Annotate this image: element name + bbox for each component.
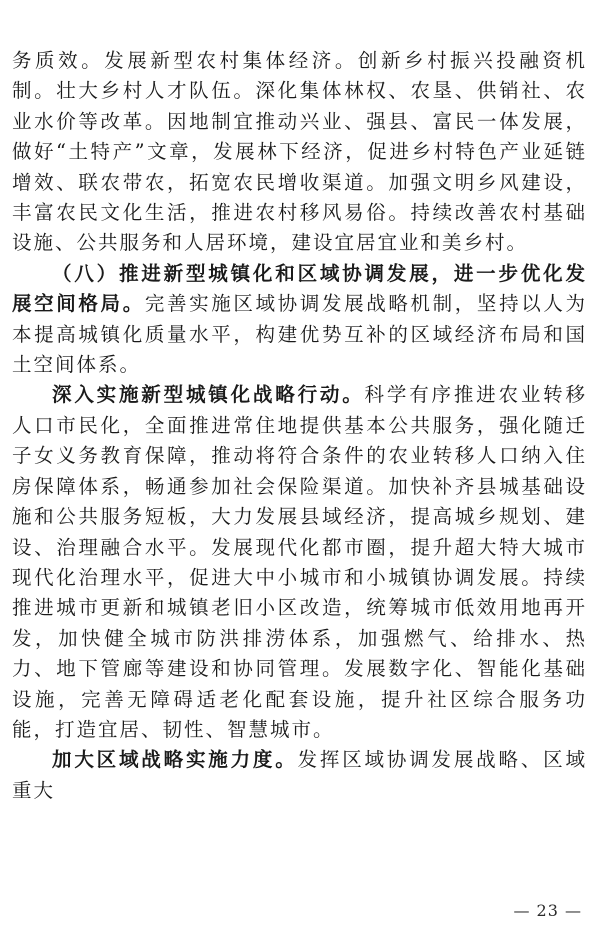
paragraph-lead: 加大区域战略实施力度。: [52, 748, 298, 772]
paragraph-text: 完善实施区域协调发展战略机制，坚持以人为本提高城镇化质量水平，构建优势互补的区域经济布局和国土空间体系。: [12, 292, 587, 377]
paragraph-text: 务质效。发展新型农村集体经济。创新乡村振兴投融资机制。壮大乡村人才队伍。深化集体林权、农垦、供销社、农业水价等改革。因地制宜推动兴业、强县、富民一体发展，做好“土特产”文章，发展林下经济，促进乡村特色产业延链增效、联农带农，拓宽农民增收渠道。加强文明乡风建设，丰富农民文化生活，推进农村移风易俗。持续改善农村基础设施、公共服务和人居环境，建设宜居宜业和美乡村。: [12, 49, 587, 255]
section-heading: （八）推进新型城镇化和区域协调发展，进一步优化发展空间格局。: [12, 261, 587, 316]
paragraph-text: 发挥区域协调发展战略、区域重大: [12, 748, 587, 802]
page-number: — 23 —: [513, 901, 582, 920]
paragraph-regional-strategy: [12, 745, 587, 806]
paragraph-new-urbanization: [12, 380, 587, 745]
paragraph-text: 科学有序推进农业转移人口市民化，全面推进常住地提供基本公共服务，强化随迁子女义务教育保障，推动将符合条件的农业转移人口纳入住房保障体系，畅通参加社会保险渠道。加快补齐县城基础设施和公共服务短板，大力发展县域经济，提高城乡规划、建设、治理融合水平。发展现代化都市圈，提升超大特大城市现代化治理水平，促进大中小城市和小城镇协调发展。持续推进城市更新和城镇老旧小区改造，统筹城市低效用地再开发，加快健全城市防洪排涝体系，加强燃气、给排水、热力、地下管廊等建设和协同管理。发展数字化、智能化基础设施，完善无障碍适老化配套设施，提升社区综合服务功能，打造宜居、韧性、智慧城市。: [12, 383, 587, 741]
paragraph-rural-revitalization: [12, 46, 587, 259]
paragraph-section-eight: [12, 259, 587, 381]
paragraph-lead: 深入实施新型城镇化战略行动。: [52, 383, 365, 407]
document-page: [12, 46, 587, 806]
